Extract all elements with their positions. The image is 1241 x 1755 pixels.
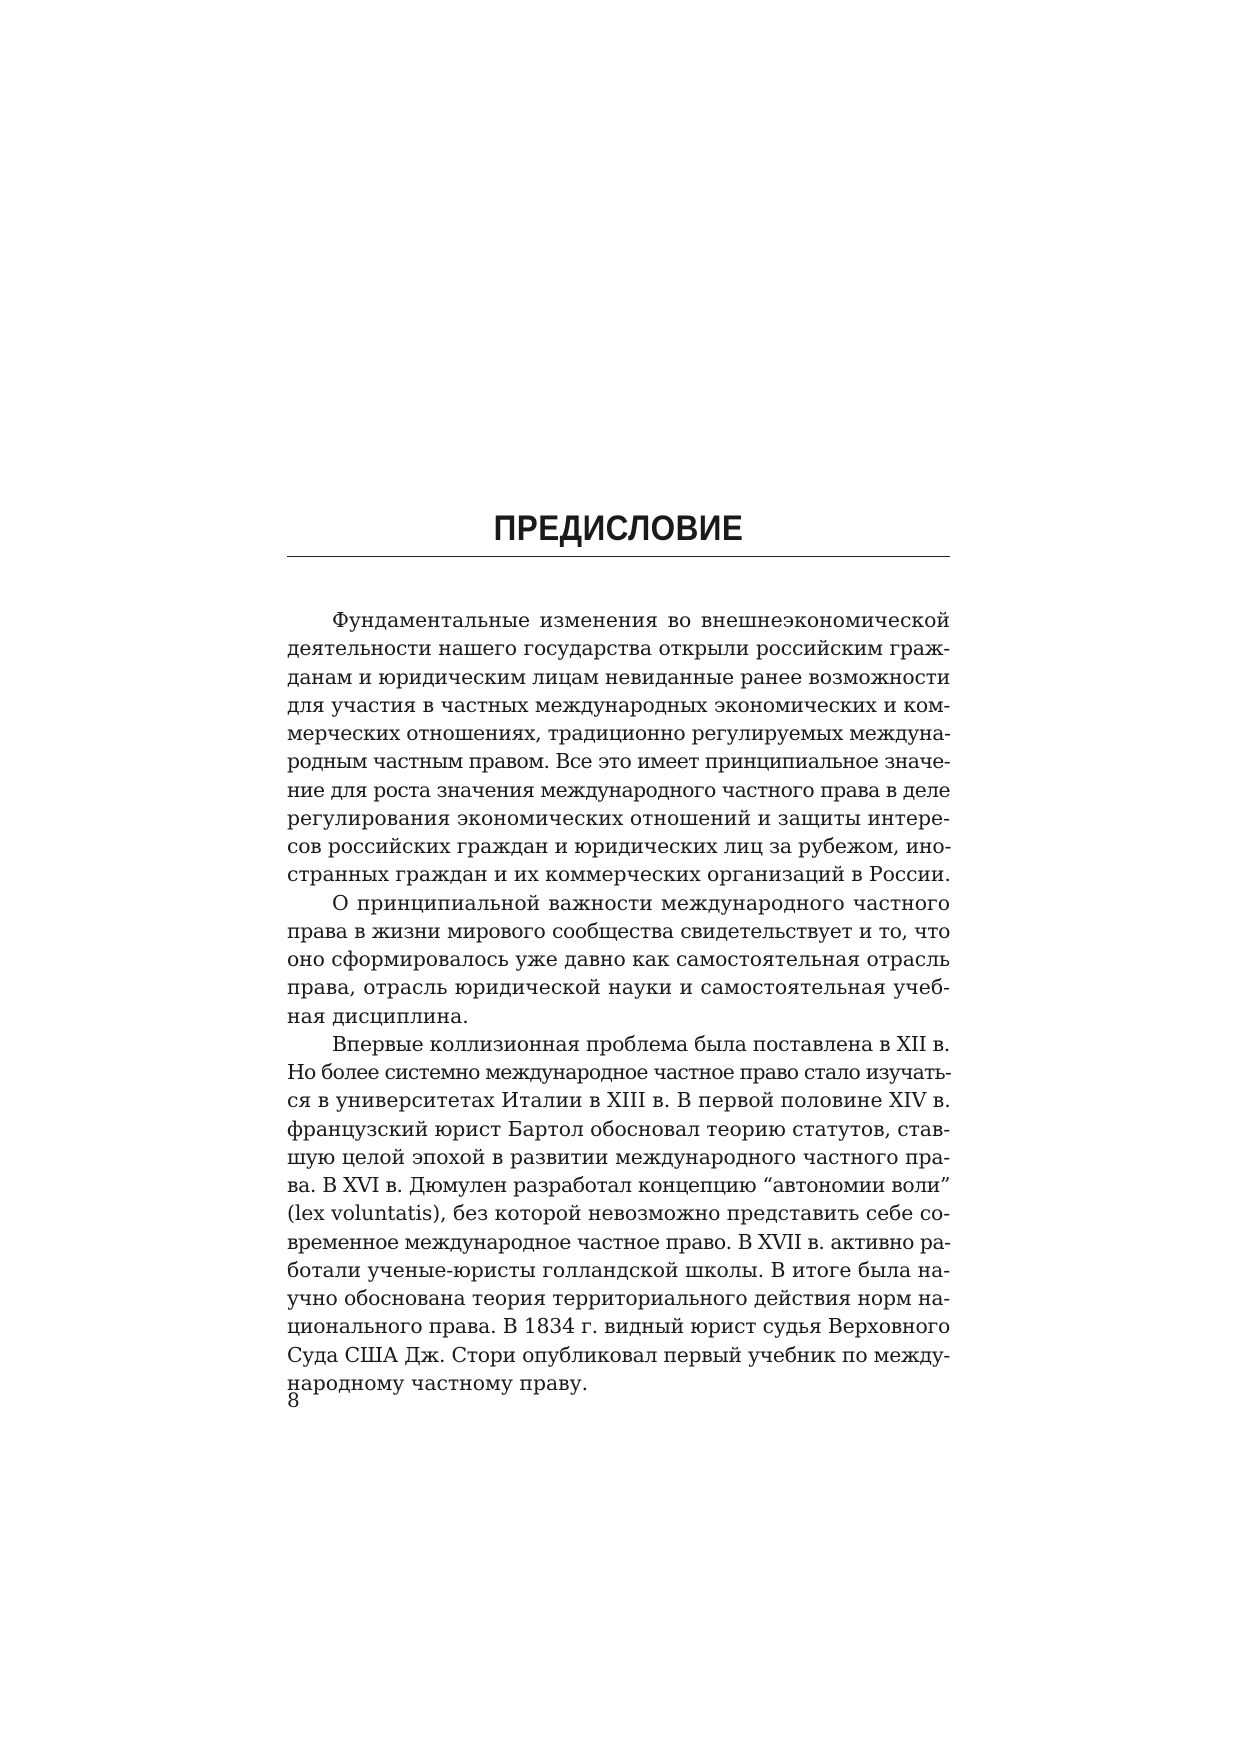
chapter-heading-block: [287, 508, 950, 550]
body-text: [287, 606, 950, 1397]
text-line: учно обоснована теория территориального действия норм на-: [287, 1286, 950, 1310]
text-line: временное международное частное право. В XVII в. активно ра-: [287, 1229, 951, 1254]
text-line: оно сформировалось уже давно как самостоятельная отрасль: [287, 947, 950, 971]
text-line: французский юрист Бартол обосновал теорию статутов, став-: [287, 1116, 950, 1141]
heading-rule: [287, 556, 950, 557]
text-line: ние для роста значения международного частного права в деле: [287, 777, 950, 802]
text-line: (lex voluntatis), без которой невозможно представить себе со-: [287, 1201, 950, 1226]
text-line: данам и юридическим лицам невиданные ранее возможности: [287, 664, 951, 689]
text-line: Фундаментальные изменения во внешнеэкономической: [332, 608, 950, 632]
text-line: деятельности нашего государства открыли российским граж-: [287, 636, 950, 661]
text-line: народному частному праву.: [287, 1370, 589, 1395]
chapter-heading: ПРЕДИСЛОВИЕ: [493, 509, 744, 548]
text-line: ная дисциплина.: [287, 1003, 469, 1028]
paragraph: [287, 606, 950, 889]
text-line: Суда США Дж. Стори опубликовал первый учебник по между-: [287, 1342, 950, 1367]
text-line: права в жизни мирового сообщества свидетельствует и то, что: [287, 918, 950, 943]
page-number: 8: [287, 1388, 300, 1412]
text-line: шую целой эпохой в развитии международного частного пра-: [287, 1144, 950, 1169]
text-line: ботали ученые-юристы голландской школы. В итоге была на-: [287, 1257, 950, 1282]
text-line: для участия в частных международных экономических и ком-: [287, 692, 950, 717]
paragraph: [287, 889, 950, 1030]
text-line: странных граждан и их коммерческих организаций в России.: [287, 862, 951, 887]
text-line: мерческих отношениях, традиционно регулируемых междуна-: [287, 721, 951, 745]
text-line: родным частным правом. Все это имеет принципиальное значе-: [287, 749, 950, 774]
text-line: ва. В XVI в. Дюмулен разработал концепцию “автономии воли”: [287, 1173, 950, 1197]
text-line: сов российских граждан и юридических лиц за рубежом, ино-: [287, 834, 952, 858]
text-line: ционального права. В 1834 г. видный юрист судья Верховного: [287, 1314, 951, 1339]
text-line: регулирования экономических отношений и защиты интере-: [287, 805, 951, 830]
text-line: Впервые коллизионная проблема была поставлена в XII в.: [332, 1031, 950, 1056]
paragraph: [287, 1030, 950, 1397]
text-line: Но более системно международное частное право стало изучать-: [287, 1060, 951, 1084]
text-line: права, отрасль юридической науки и самостоятельная учеб-: [287, 975, 950, 1000]
text-line: ся в университетах Италии в XIII в. В первой половине XIV в.: [287, 1088, 951, 1113]
text-line: О принципиальной важности международного частного: [332, 890, 950, 915]
